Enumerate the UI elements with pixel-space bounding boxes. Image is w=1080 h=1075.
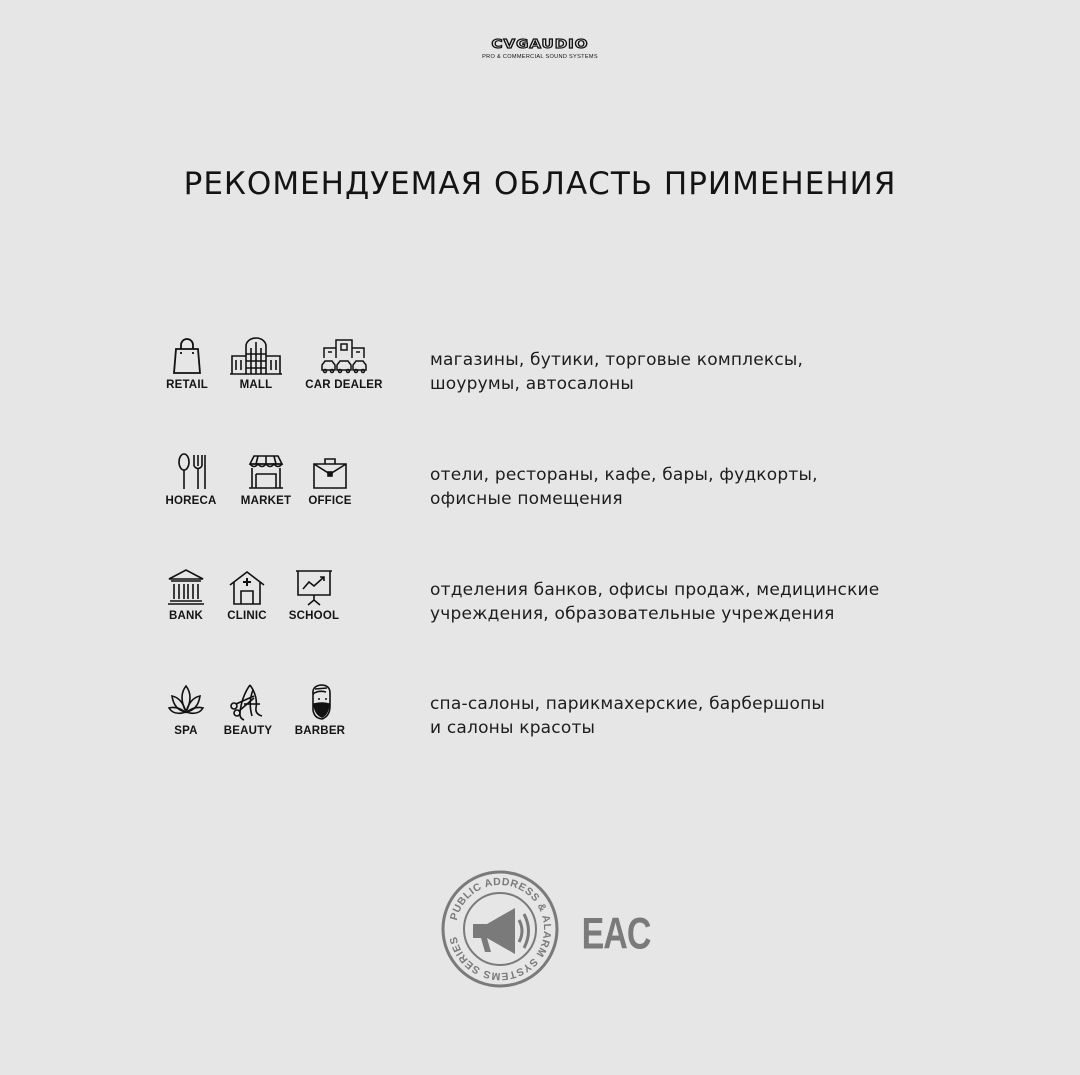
description-line: отделения банков, офисы продаж, медицинские — [430, 580, 880, 600]
presentation-board-icon — [294, 567, 334, 607]
description-line: офисные помещения — [430, 489, 623, 509]
svg-text:CVGAUDIO: CVGAUDIO — [491, 36, 589, 52]
public-address-badge — [441, 870, 559, 988]
icon-label: OFFICE — [308, 495, 352, 507]
briefcase-icon — [310, 452, 350, 492]
car-dealer-icon — [319, 336, 369, 376]
cutlery-icon — [171, 452, 211, 492]
icon-label: BEAUTY — [223, 725, 273, 737]
icon-label: HORECA — [165, 495, 217, 507]
svg-text:PRO & COMMERCIAL SOUND SYSTEMS: PRO & COMMERCIAL SOUND SYSTEMS — [482, 54, 598, 60]
application-description — [430, 463, 1050, 511]
icon-item-barber — [272, 682, 368, 737]
svg-text:EAC: EAC — [581, 909, 651, 959]
icon-label: MALL — [239, 379, 273, 391]
icon-label: SPA — [174, 725, 198, 737]
application-row-retail — [0, 336, 1080, 416]
application-description — [430, 578, 1050, 626]
icon-item-office — [282, 452, 378, 507]
icon-label: BARBER — [294, 725, 346, 737]
description-line: магазины, бутики, торговые комплексы, — [430, 350, 804, 370]
icon-item-mall — [208, 336, 304, 391]
icon-label: SCHOOL — [288, 610, 340, 622]
description-line: шоурумы, автосалоны — [430, 374, 635, 394]
icon-label: CAR DEALER — [305, 379, 383, 391]
shopping-bag-icon — [167, 336, 207, 376]
icon-item-car-dealer — [296, 336, 392, 391]
icon-item-school — [266, 567, 362, 622]
eac-certification-mark — [581, 905, 651, 961]
application-description — [430, 692, 1050, 740]
icon-label: MARKET — [240, 495, 292, 507]
description-line: учреждения, образовательные учреждения — [430, 604, 835, 624]
page-title: РЕКОМЕНДУЕМАЯ ОБЛАСТЬ ПРИМЕНЕНИЯ — [183, 166, 897, 202]
description-line: и салоны красоты — [430, 718, 596, 738]
clinic-icon — [227, 567, 267, 607]
megaphone-icon — [473, 908, 529, 954]
application-row-bank — [0, 567, 1080, 647]
svg-text:PUBLIC ADDRESS & ALARM SYSTEMS: PUBLIC ADDRESS & ALARM SYSTEMS SERIES — [447, 875, 554, 983]
icon-label: CLINIC — [227, 610, 267, 622]
application-row-spa — [0, 682, 1080, 762]
bearded-man-icon — [300, 682, 340, 722]
market-stall-icon — [246, 452, 286, 492]
icon-label: RETAIL — [166, 379, 208, 391]
description-line: отели, рестораны, кафе, бары, фудкорты, — [430, 465, 818, 485]
mall-building-icon — [228, 336, 284, 376]
application-description — [430, 348, 1050, 396]
hair-scissors-icon — [228, 682, 268, 722]
description-line: спа-салоны, парикмахерские, барбершопы — [430, 694, 826, 714]
cvg-audio-logo — [450, 36, 630, 60]
application-row-horeca — [0, 452, 1080, 532]
icon-label: BANK — [168, 610, 204, 622]
